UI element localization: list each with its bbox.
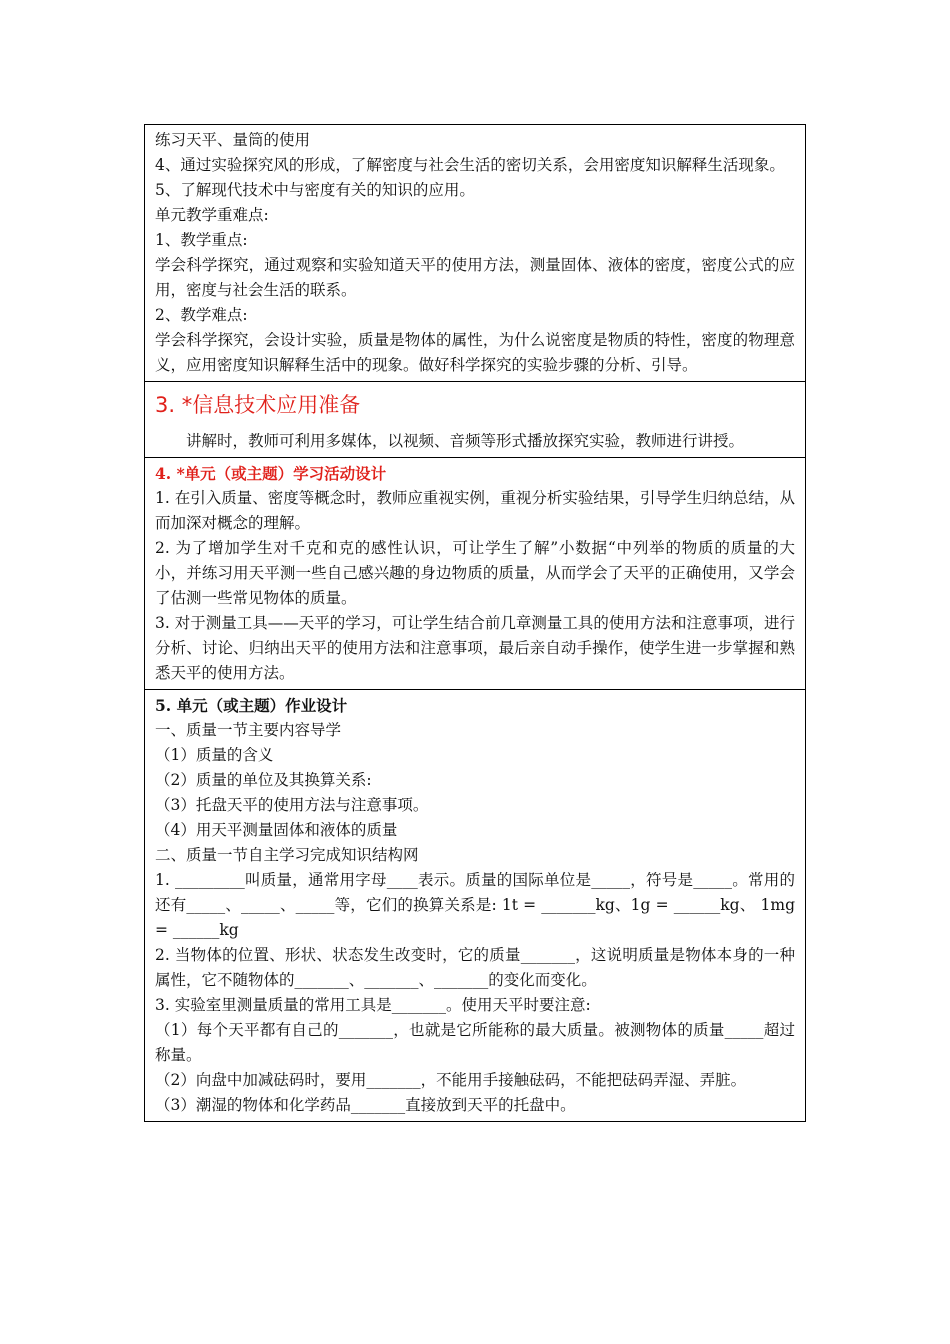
question-line: 3. 实验室里测量质量的常用工具是_______。使用天平时要注意: xyxy=(155,996,591,1014)
table-row xyxy=(145,690,806,1122)
text-line: 1、教学重点: xyxy=(155,231,248,249)
section-heading: 5. 单元（或主题）作业设计 xyxy=(155,696,348,715)
it-preparation-cell xyxy=(145,382,806,458)
text-line: 学会科学探究，会设计实验，质量是物体的属性，为什么说密度是物质的特性，密度的物理意义，应用密度知识解释生活中的现象。做好科学探究的实验步骤的分析、引导。 xyxy=(155,331,795,374)
lesson-plan-table xyxy=(144,124,806,1122)
text-line: 5、了解现代技术中与密度有关的知识的应用。 xyxy=(155,181,475,199)
question-line: 2. 当物体的位置、形状、状态发生改变时，它的质量_______，这说明质量是物体本身的一种属性，它不随物体的_______、_______、_______的变化而变化。 xyxy=(155,946,795,989)
text-line: 一、质量一节主要内容导学 xyxy=(155,721,342,739)
section-heading: 4. *单元（或主题）学习活动设计 xyxy=(155,464,387,483)
text-line: 二、质量一节自主学习完成知识结构网 xyxy=(155,846,419,864)
text-line: 2、教学难点: xyxy=(155,306,248,324)
list-item: 3. 对于测量工具——天平的学习，可让学生结合前几章测量工具的使用方法和注意事项，进行分析、讨论、归纳出天平的使用方法和注意事项，最后亲自动手操作，使学生进一步掌握和熟悉天平的使用方法。 xyxy=(155,614,795,682)
list-item: 2. 为了增加学生对千克和克的感性认识，可让学生了解”小数据“中列举的物质的质量的大小，并练习用天平测一些自己感兴趣的身边物质的质量，从而学会了天平的正确使用，又学会了估测一些常见物体的质量。 xyxy=(155,539,795,607)
text-line: （4）用天平测量固体和液体的质量 xyxy=(155,821,398,839)
text-line: 单元教学重难点: xyxy=(155,206,269,224)
text-line: （1）质量的含义 xyxy=(155,746,274,764)
text-line: 练习天平、量筒的使用 xyxy=(155,131,311,149)
section-heading: 3. *信息技术应用准备 xyxy=(155,393,361,417)
activity-design-cell xyxy=(145,458,806,690)
text-line: 4、通过实验探究风的形成，了解密度与社会生活的密切关系，会用密度知识解释生活现象。 xyxy=(155,156,785,174)
list-item: 1. 在引入质量、密度等概念时，教师应重视实例，重视分析实验结果，引导学生归纳总结，从而加深对概念的理解。 xyxy=(155,489,795,532)
homework-design-cell xyxy=(145,690,806,1122)
question-line: （2）向盘中加减砝码时，要用_______，不能用手接触砝码，不能把砝码弄湿、弄脏。 xyxy=(155,1071,747,1089)
question-line: （3）潮湿的物体和化学药品_______直接放到天平的托盘中。 xyxy=(155,1096,576,1114)
text-line: （2）质量的单位及其换算关系: xyxy=(155,771,372,789)
objectives-cell xyxy=(145,125,806,382)
paragraph: 讲解时，教师可利用多媒体，以视频、音频等形式播放探究实验，教师进行讲授。 xyxy=(186,432,745,450)
table-row xyxy=(145,125,806,382)
text-line: （3）托盘天平的使用方法与注意事项。 xyxy=(155,796,429,814)
text-line: 学会科学探究，通过观察和实验知道天平的使用方法，测量固体、液体的密度，密度公式的应用，密度与社会生活的联系。 xyxy=(155,256,795,299)
question-line: 1. _________叫质量，通常用字母____表示。质量的国际单位是_____，符号是_____。常用的还有_____、_____、_____等，它们的换算关系是: 1t = _______kg、1g = ______kg、 1mg = ______kg xyxy=(155,871,795,939)
question-line: （1）每个天平都有自己的_______，也就是它所能称的最大质量。被测物体的质量_____超过称量。 xyxy=(155,1021,795,1064)
table-row xyxy=(145,458,806,690)
table-row xyxy=(145,382,806,458)
